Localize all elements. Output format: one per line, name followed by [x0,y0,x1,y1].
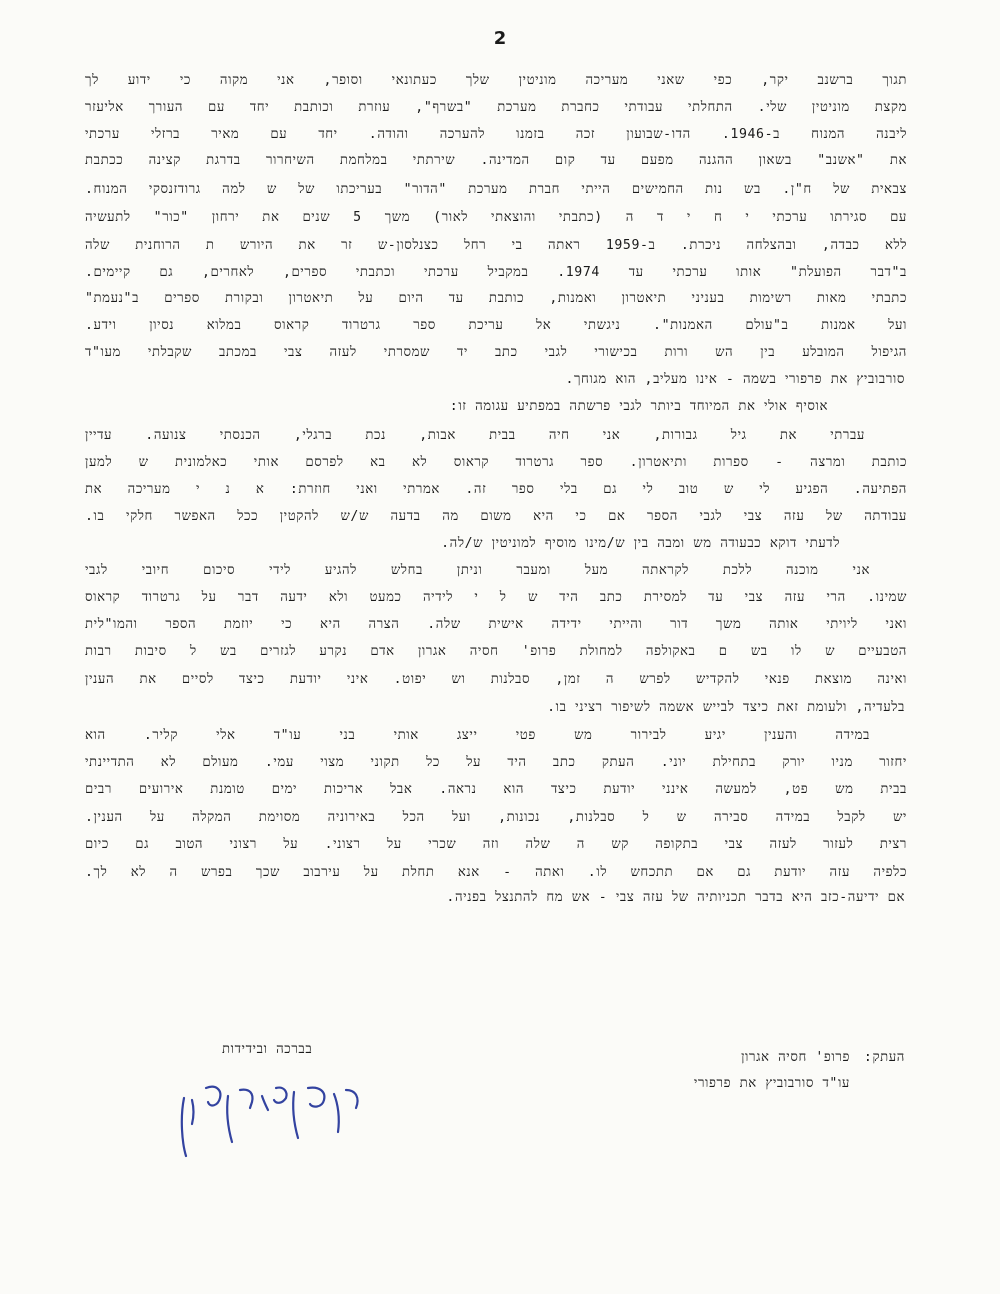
body-line: ב"דבר הפועלת" אותו ערכתי עד 1974. במקביל ערכתי וכתבתי ספרים, לאחרים, גם קיימים. [85,265,907,280]
copy-recipient: עו"ד סורבוביץ את פרפורי [693,1076,850,1091]
body-line: צבאית של ח"ן. בש נות החמישים הייתי חברת מערכת "הדור" בעריכתו של ש למה גרודזנסקי המנוח. [85,182,907,197]
body-line: כלפיה עזה יודעת גם אם תתכחש לו. ואתה - אנא תחלת על עירבוב שכך בפרש ה לא לך. [85,865,907,880]
body-line: לדעתי דוקא כבעודה מש ומבה בין ש/מינו מוסיף למוניטין ש/לה. [441,536,840,551]
body-line: אני מוכנה ללכת לקראתה מעל ומעבר וניתן בחלש להגיע לידי סיכום חיובי לגבי [85,563,870,578]
body-line: בלעדיה, ולעומת זאת כיצד לבייש אשמה לשיפור רציני בו. [547,700,905,715]
body-line: אוסיף אולי את המיוחד ביותר לגבי פרשתה במפתיע עגומה זו: [449,399,828,414]
body-line: סורבוביץ את פרפורי בשמה - אינו מעליב, הוא מגוחך. [565,372,905,387]
body-line: ועל אמנות ב"עולם האמנות". ניגשתי אל עריכת ספר גרטרוד קראוס במלוא נסיון וידע. [85,318,907,333]
body-line: עבודתה של עזה צבי לגבי הספר אם כי היא משום מה בדעה ש/ש להקטין ככל האפשר חלקי בו. [85,509,907,524]
body-line: שמינו. הרי עזה צבי עד למסירת כתב היד ש ל י לידיה כמעט ולא ידעה דבר על גרטרוד קראוס [85,590,907,605]
body-line: ללא כבדה, ובהצלחה ניכרת. ב-1959 ראתה בי רחל כצנלסון-ש זר את היורש ת הרוחנית שלה [85,238,907,253]
page-number: 2 [493,28,507,49]
body-line: כותבת ומרצה - ספרות ותיאטרון. ספר גרטרוד קראוס לא בא לפרסם אותי כאלמונית ש למען [85,455,907,470]
body-line: תגוך ברשנב יקר, כפי שאני מעריכה מוניטין שלך כעתונאי וסופר, אני מקוה כי ידוע לך [85,73,907,88]
body-line: ליבנה המנוח ב-1946. הדו-שבועון זכה בזמנו להערכה והודה. יחד עם מאיר ברזלי ערכתי [85,127,907,142]
body-line: יש לקבל במידה סבירה ש ל סבלנות, נכונות, ועל הכל באירוניה מסוימת המקלה על הענין. [85,810,907,825]
handwritten-signature [170,1068,370,1168]
body-line: עברתי את גיל גבורות, אני חיה בבית אבות, נכת ברגלי, הכנסתי צנועה. עדיין [85,428,865,443]
body-line: כתבתי מאות רשימות בעניני תיאטרון ואמנות, כותבת עד היום על תיאטרון ובקורת ספרים ב"נעמת" [85,291,907,306]
body-line: בבית מש פט, למעשה אינני יודעת כיצד הוא נראה. אבל אריכות ימים טומנת אירועים רבים [85,782,907,797]
body-line: במידה והענין יגיע לבירור מש פטי ייצג אותי בני עו"ד אלי קליר. הוא [85,728,870,743]
body-line: הגיפול המובלע בין הש ורות בכישורי לגבי כתב יד שמסרתי לעזה צבי במכתב שקבלתי מעו"ד [85,345,907,360]
body-line: הטבעיים ש לו בש ם באקולפה למחולת פרופ' חסיה אגרון אדם נקרע לגזרים בש ל סיבות רבות [85,644,907,659]
body-line: רצית לעזור לעזה צבי בתקופה קש ה שלה וזה שכרי על רצוני. על רצוני הטוב גם כיום [85,837,907,852]
body-line: אם ידיעה-כזב היא בדבר תכניותיה של עזה צבי - אש מח להתנצל בפניה. [446,890,905,905]
body-line: את "אשנב" בשאון ההגנה מפעם עד קום המדינה. שירתתי במלחמת השיחרור בדרגת קצינה ככתבת [85,153,907,168]
body-line: הפתיעה. הפגיע לי ש טוב לי גם בלי ספר זה. אמרתי ואני חוזרת: א נ י מעריכה את [85,482,907,497]
body-line: ואני ליויתי אותה משך דור והייתי ידידה אישית שלה. הצרה היא כי יוזמת הספר והמו"לית [85,617,907,632]
closing-line: בברכה ובידידות [222,1042,313,1057]
body-line: ואינה מוצאת פנאי להקדיש לפרש ה זמן, סבלנות וש יפוט. איני יודעת כיצד לסיים את הענין [85,672,907,687]
copies-label: העתק: [863,1050,905,1065]
copy-recipient: פרופ' חסיה אגרון [741,1050,850,1065]
body-line: מקצת מוניטין שלי. התחלתי עבודתי כחברת מערכת "בשרף", עוזרת וכותבת יחד עם העורך אליעזר [85,100,907,115]
body-line: יחזור מניו יורק בתחילת יוני. העתק כתב היד על כל תקוני מצוי עמי. מעולם לא התדיינתי [85,755,907,770]
body-line: עם סגירתו ערכתי י ח י ד ה (כתבתי והוצאתי לאור) משך 5 שנים את ירחון "כור" לתעשיה [85,210,907,225]
